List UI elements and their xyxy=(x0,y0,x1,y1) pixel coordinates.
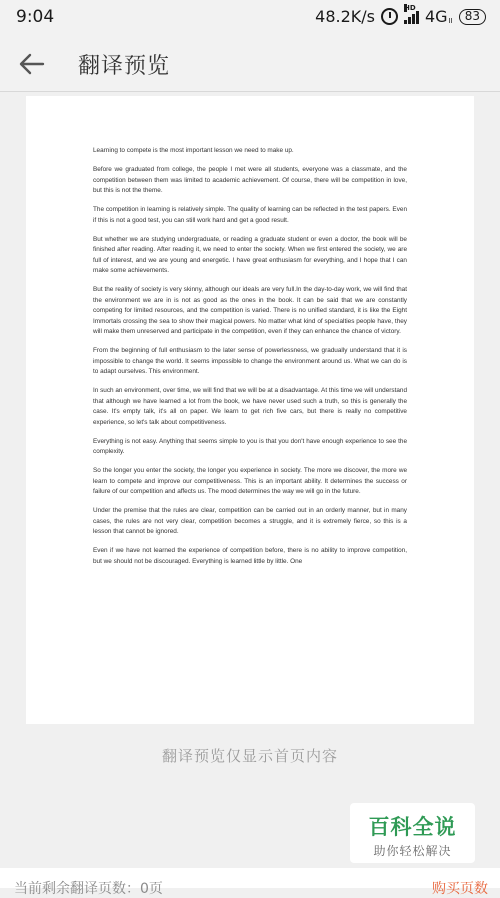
watermark-title: 百科全说 xyxy=(368,815,457,839)
buy-pages-button[interactable]: 购买页数 xyxy=(432,881,488,897)
network-speed: 48.2K/s xyxy=(315,7,375,26)
signal-icon xyxy=(404,3,419,24)
page-title: 翻译预览 xyxy=(78,54,171,79)
doc-paragraph: The competition in learning is relatively simple. The quality of learning can be reflected in the test papers. Even if this is not a good test, you can still work hard and get a good result. xyxy=(93,206,407,224)
title-bar xyxy=(0,36,500,92)
status-time: 9:04 xyxy=(16,7,55,27)
doc-paragraph: So the longer you enter the society, the longer you experience in society. The more we discover, the more we learn to compete and improve our competitiveness. This is an important ability. It determines the success or failure of our competition and affects us. The mood determines the way we will go in the future. xyxy=(93,467,407,495)
network-sub: II xyxy=(448,16,453,25)
remaining-pages-label: 当前剩余翻译页数：0页 xyxy=(14,881,163,897)
doc-paragraph: Even if we have not learned the experience of competition before, there is no ability to improve competition, but we should not be discouraged. Everything is learned little by little. One xyxy=(93,547,407,565)
back-arrow-icon[interactable] xyxy=(18,50,46,78)
doc-paragraph: Learning to compete is the most important lesson we need to make up. xyxy=(93,147,294,154)
alarm-icon xyxy=(381,8,398,25)
watermark-subtitle: 助你轻松解决 xyxy=(373,844,452,858)
bottom-bar xyxy=(0,868,500,897)
title-divider xyxy=(0,91,500,92)
hd-label: HD xyxy=(404,3,416,12)
status-indicators xyxy=(315,3,486,26)
doc-paragraph: Everything is not easy. Anything that seems simple to you is that you don't have enough experience to see the complexity. xyxy=(93,437,407,455)
network-type: 4G xyxy=(425,7,448,26)
document-preview xyxy=(26,96,474,724)
doc-paragraph: In such an environment, over time, we will find that we will be at a disadvantage. At this time we will understand that although we have learned a lot from the book, we have never used such a truth, so this is generally the case. It's empty talk, it's all on paper. We learn to get rich five cars, but there is really no competitive experience, so let's talk about competitiveness. xyxy=(93,387,408,426)
document-body xyxy=(93,146,407,576)
status-bar xyxy=(0,0,500,36)
doc-paragraph: But the reality of society is very skinny, although our ideals are very full.In the day-to-day work, we will find that the environment we are in is not as good as the ones in the book. It can be said that we are constantly competing for limited resources, and the competition is varied. There is no unified standard, it is like the Eight Immortals crossing the sea to show their magical powers. No matter what kind of specialties people have, they will make them unreserved and participate in the competition, even if they can enhance the chance of victory. xyxy=(93,286,407,335)
battery-indicator: 83 xyxy=(459,9,486,25)
preview-note: 翻译预览仅显示首页内容 xyxy=(161,747,338,765)
doc-paragraph: Before we graduated from college, the people I met were all students, everyone was a classmate, and the competition between them was limited to academic achievement. Of course, there will be competition in love, but this is not the theme. xyxy=(93,166,407,194)
doc-paragraph: But whether we are studying undergraduate, or reading a graduate student or even a doctor, the book will be finished after reading. After reading it, we need to enter the society. When we first entered the society, we are full of interest, and we are young and energetic. I have great enthusiasm for everything, and I hope that I can make some achievements. xyxy=(93,235,407,274)
doc-paragraph: Under the premise that the rules are clear, competition can be carried out in an orderly manner, but in many cases, the rules are not very clear, competition becomes a struggle, and it is extremely fierce, so this is a lesson that cannot be ignored. xyxy=(93,507,407,535)
doc-paragraph: From the beginning of full enthusiasm to the later sense of powerlessness, we gradually understand that it is impossible to change the world. It seems impossible to change the environment around us. What we can do is to adapt ourselves. This environment. xyxy=(93,347,407,375)
watermark-logo xyxy=(350,803,475,863)
